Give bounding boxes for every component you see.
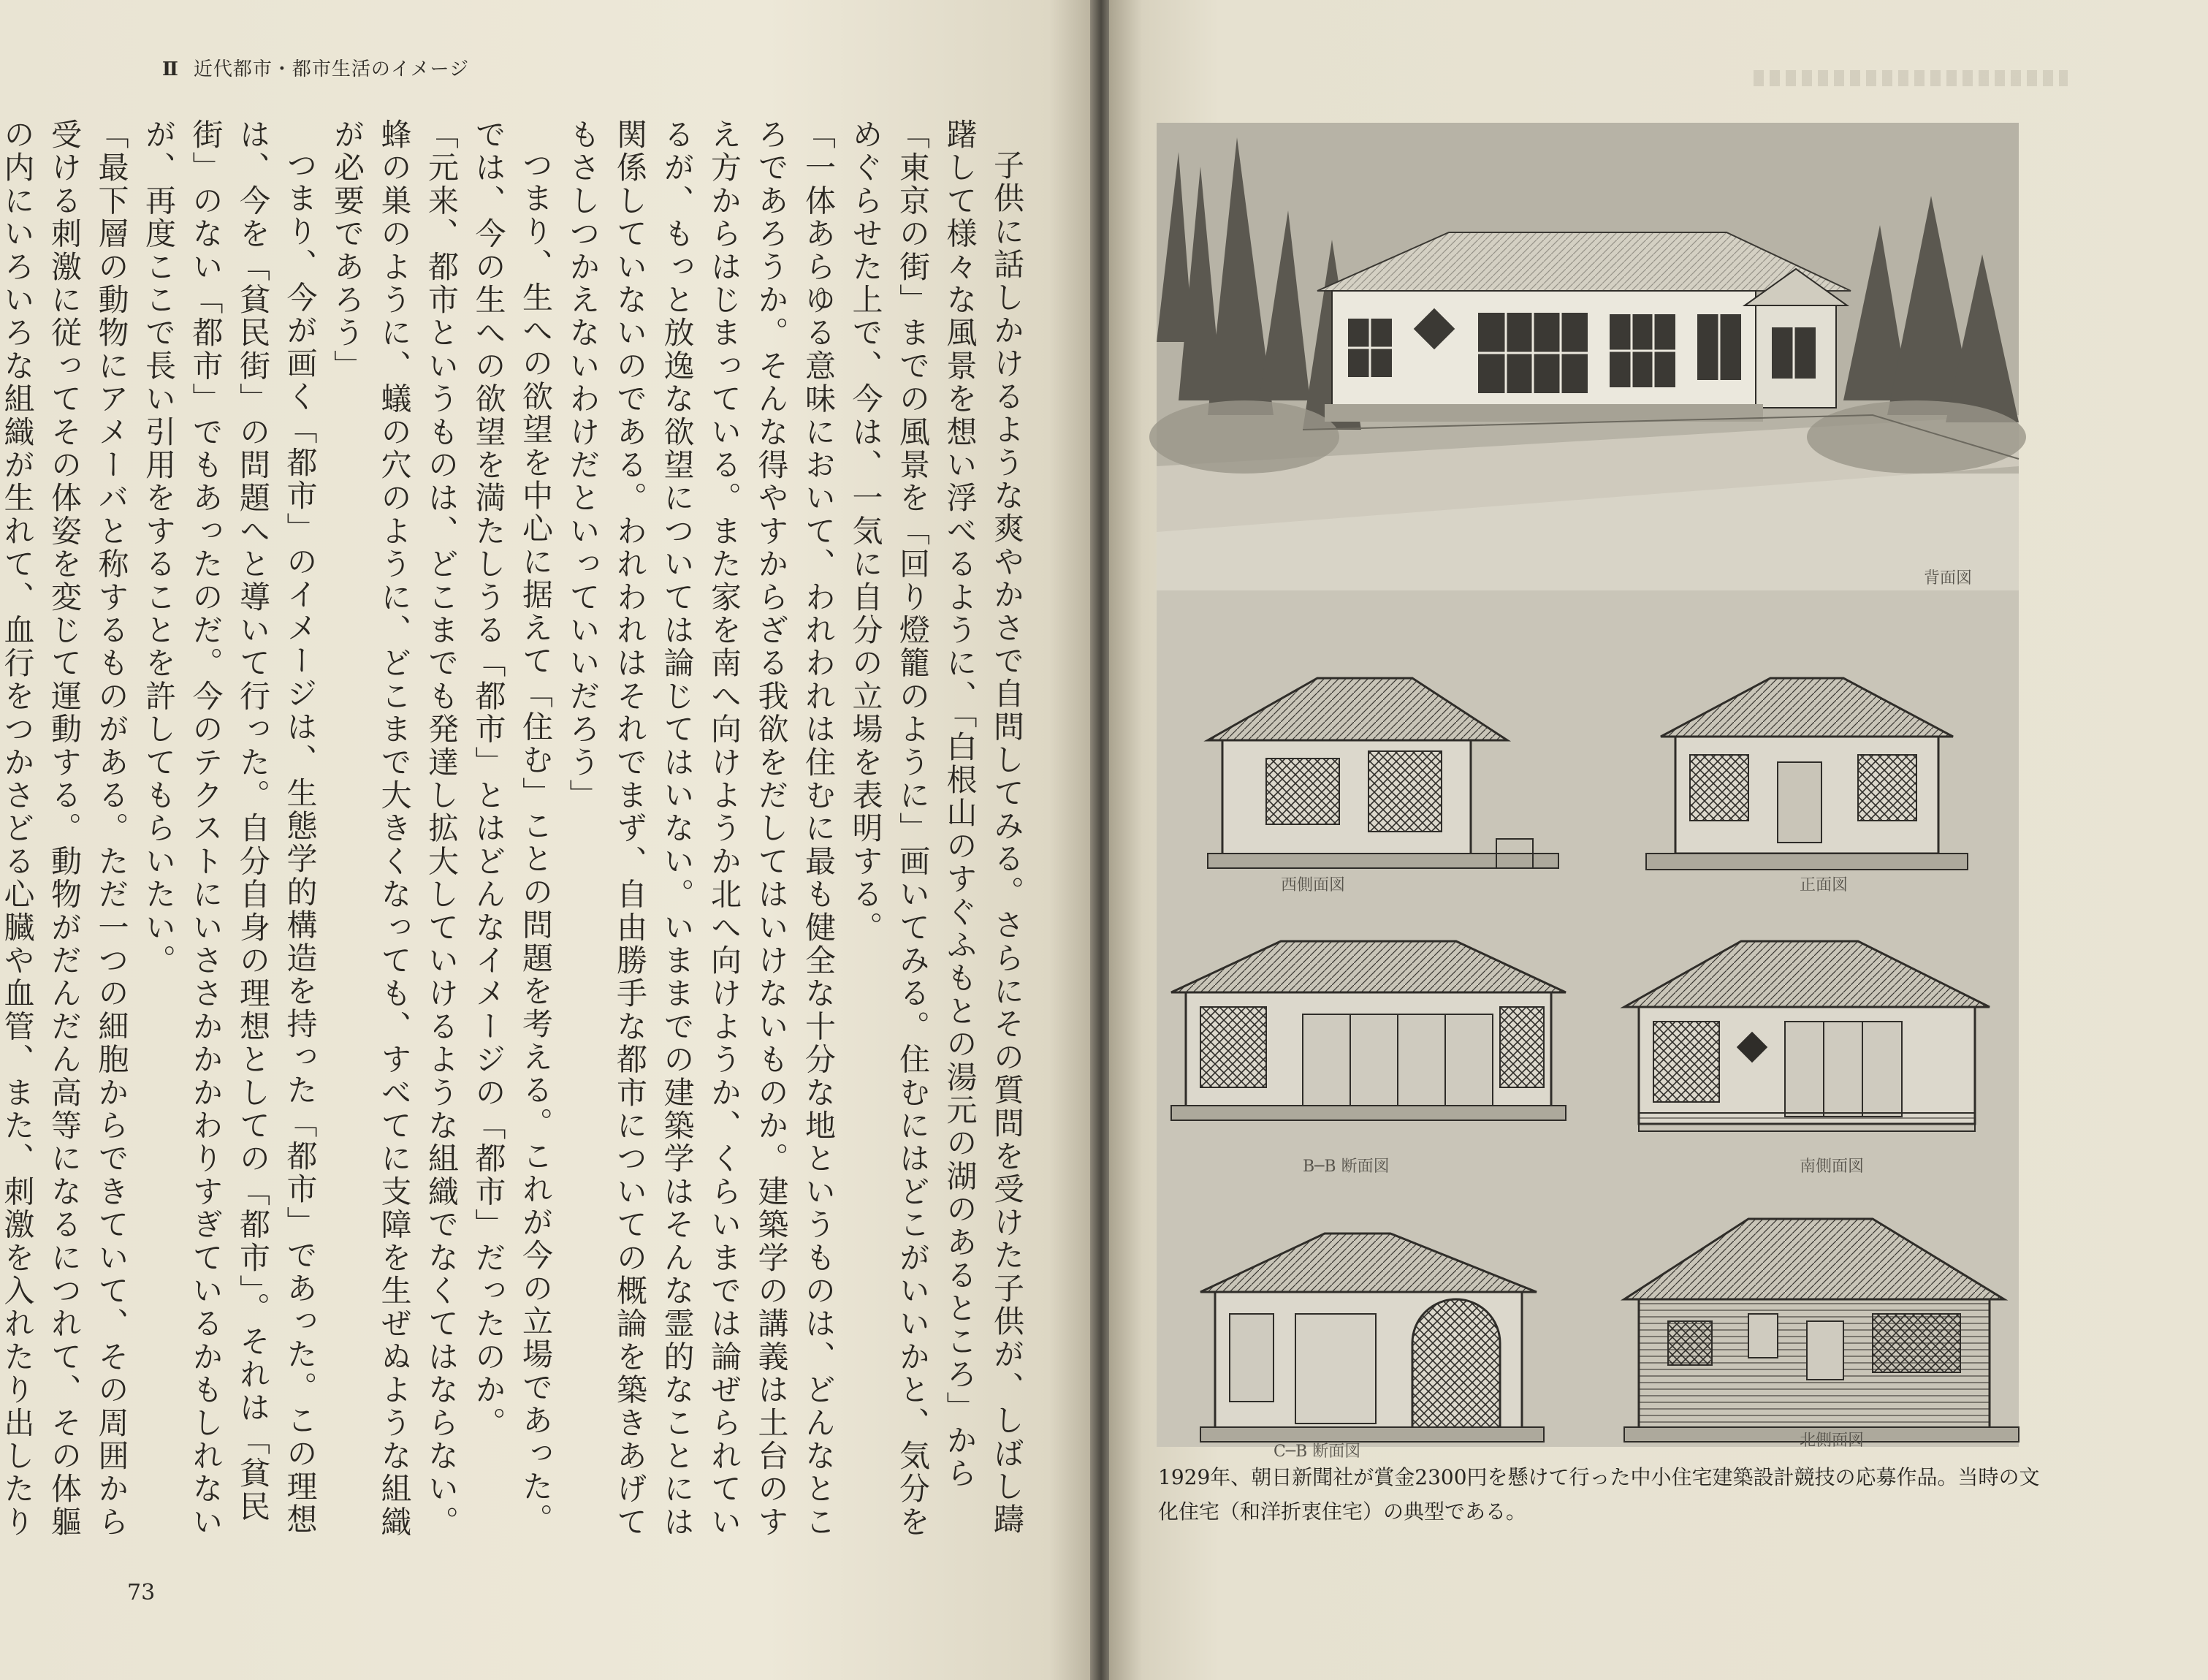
chapter-number: Ⅱ xyxy=(162,58,179,80)
section-b-elevation xyxy=(1171,941,1566,1120)
house-drawings-figure xyxy=(1157,123,2019,1461)
quote-3: 「最下層の動物にアメーバと称するものがある。ただ一つの細胞からできていて、その周囲から受ける刺激に従ってその体姿を変じて運動する。動物がだんだん高等になるにつれて、その体軀の内にいろいろな組織が生れて、血行をつかさどる心臓や血管、また、刺激を入れたり出したり xyxy=(0,118,130,1539)
south-elevation xyxy=(1624,941,1990,1131)
perspective-view xyxy=(1149,123,2026,590)
label-section-c: C─B 断面図 xyxy=(1274,1443,1361,1461)
paragraph-1: 子供に話しかけるような爽やかさで自問してみる。さらにその質問を受けた子供が、しばし躊躇して様々な風景を想い浮べるように、「白根山のすぐふもとの湯元の湖のあるところ」から「東京の街」までの風景を「回り燈籠のように」画いてみる。住むにはどこがいいかと、気分をめぐらせた上で、今は、一気に自分の立場を表明する。 xyxy=(848,118,1025,1539)
label-west: 西側面図 xyxy=(1281,876,1346,894)
show-through-text xyxy=(1754,70,2068,86)
page-number: 73 xyxy=(127,1580,156,1605)
section-c-elevation xyxy=(1200,1234,1544,1442)
label-section-b: B─B 断面図 xyxy=(1303,1158,1390,1176)
label-south: 南側面図 xyxy=(1800,1158,1865,1176)
west-elevation xyxy=(1208,678,1558,868)
paragraph-3: つまり、今が画く「都市」のイメージは、生態学的構造を持った「都市」であった。この理想は、今を「貧民街」の問題へと導いて行った。自分自身の理想としての「都市」。それは「貧民街」のない「都市」でもあったのだ。今のテクストにいささかかかわりすぎているかもしれないが、再度ここで長い引用をすることを許してもらいたい。 xyxy=(141,118,319,1539)
label-front: 正面図 xyxy=(1800,876,1849,894)
north-elevation xyxy=(1624,1219,2019,1442)
paragraph-2: つまり、生への欲望を中心に据えて「住む」ことの問題を考える。これが今の立場であった。では、今の生への欲望を満たしうる「都市」とはどんなイメージの「都市」だったのか。 xyxy=(471,118,554,1537)
figure-drawing xyxy=(1157,123,2019,1461)
body-text xyxy=(0,118,1030,1543)
chapter-title: 近代都市・都市生活のイメージ xyxy=(193,58,470,80)
front-elevation xyxy=(1646,678,1968,870)
quote-1: 「一体あらゆる意味において、われわれは住むに最も健全な十分な地というものは、どんなところであろうか。そんな得やすからざる我欲をだしてはいけないものか。建築学の講義は土台のすえ方からはじまっている。また家を南へ向けようか北へ向けようか、くらいまでは論ぜられているが、もっと放逸な欲望については論じてはいない。いままでの建築学はそんな霊的なことには関係していないのである。われわれはそれでまず、自由勝手な都市についての概論を築きあげてもさしつかえないわけだといっていいだろう」 xyxy=(565,118,837,1539)
quote-2: 「元来、都市というものは、どこまでも発達し拡大していけるような組織でなくてはならない。蜂の巣のように、蟻の穴のように、どこまで大きくなっても、すべてに支障を生ぜぬような組織が必要であろう」 xyxy=(330,118,460,1539)
label-north: 北側面図 xyxy=(1800,1432,1865,1450)
running-head xyxy=(162,54,469,81)
left-page xyxy=(0,0,1093,1680)
label-rear: 背面図 xyxy=(1924,569,1973,588)
figure-caption: 1929年、朝日新聞社が賞金2300円を懸けて行った中小住宅建築設計競技の応募作品。当時の文化住宅（和洋折衷住宅）の典型である。 xyxy=(1158,1465,2040,1524)
